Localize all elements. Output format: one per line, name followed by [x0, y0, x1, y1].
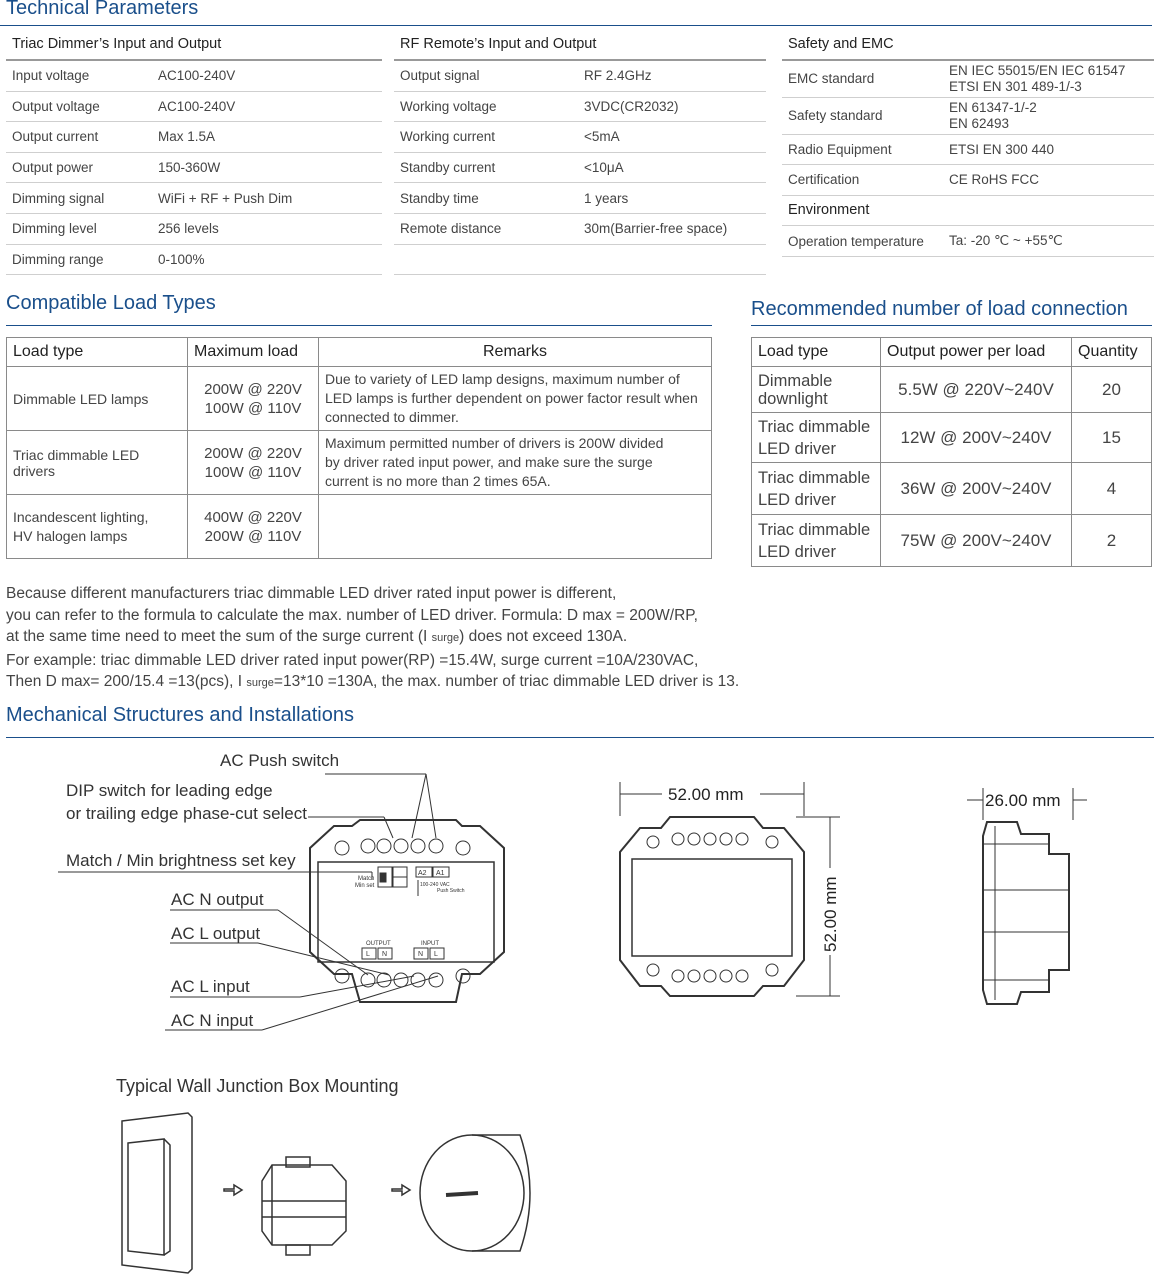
safety-title: Safety and EMC: [782, 29, 1154, 60]
label-ac-l-output: AC L output: [171, 924, 261, 943]
label-dip-switch-1: DIP switch for leading edge: [66, 781, 273, 800]
table-row: Triac dimmable LED driver 12W @ 200V~240V 15: [752, 413, 1152, 463]
svg-text:INPUT: INPUT: [421, 941, 439, 947]
table-row: Dimmable LED lamps 200W @ 220V 100W @ 110V Due to variety of LED lamp designs, maximum number of LED lamps is further dependent on power factor result when connected to dimmer.: [7, 367, 712, 431]
table-row: Dimming range 0-100%: [6, 244, 382, 275]
table-row: Remote distance 30m(Barrier-free space): [394, 213, 766, 244]
table-row: Working voltage 3VDC(CR2032): [394, 91, 766, 122]
compatible-table: Load type Maximum load Remarks Dimmable LED lamps 200W @ 220V 100W @ 110V Due to variety of LED lamp designs, maximum number of LED lamps is further dependent on power factor result when connected to dimmer. Triac dimmable LED drivers 200W @ 220V 100W @ 110V Maximum permitted number of drivers is 200W divided by driver rated input power, and make sure the surge current is no more than 2 times 65A. Incandescent lighting, HV halogen lamps 400W @ 220V 200W @ 110V: [6, 337, 712, 559]
section-rule: [751, 325, 1152, 326]
device-side-drawing: [955, 780, 1095, 1020]
table-row: Output current Max 1.5A: [6, 122, 382, 153]
table-row: Input voltage AC100-240V: [6, 60, 382, 91]
device-front-diagram: [0, 740, 560, 1040]
svg-text:Min set: Min set: [355, 883, 375, 889]
table-row: Output signal RF 2.4GHz: [394, 60, 766, 91]
wall-switch-icon: [122, 1113, 192, 1273]
arrow-right-icon: [224, 1185, 242, 1195]
label-dip-switch-2: or trailing edge phase-cut select: [66, 804, 307, 823]
label-ac-n-input: AC N input: [171, 1011, 254, 1030]
triac-title: Triac Dimmer’s Input and Output: [6, 29, 382, 60]
svg-text:OUTPUT: OUTPUT: [366, 941, 391, 947]
table-row: Triac dimmable LED driver 75W @ 200V~240V 2: [752, 515, 1152, 567]
table-row: EMC standard EN IEC 55015/EN IEC 61547 ETSI EN 301 489-1/-3: [782, 60, 1154, 97]
table-row: Operation temperature Ta: -20 ℃ ~ +55℃: [782, 226, 1154, 257]
dimension-height: 52.00 mm: [821, 876, 840, 952]
table-row: Incandescent lighting, HV halogen lamps 400W @ 220V 200W @ 110V: [7, 495, 712, 559]
table-row: Triac dimmable LED drivers 200W @ 220V 100W @ 110V Maximum permitted number of drivers is 200W divided by driver rated input power, and make sure the surge current is no more than 2 times 65A.: [7, 431, 712, 495]
table-row: [782, 195, 1154, 226]
recommended-table: Load type Output power per load Quantity Dimmable downlight 5.5W @ 220V~240V 20 Triac dimmable LED driver 12W @ 200V~240V 15 Triac dimmable LED driver 36W @ 200V~240V 4 Triac dimmable LED driver 75W @ 200V~240V 2: [751, 337, 1152, 567]
table-row: Standby current <10μA: [394, 152, 766, 183]
label-match-key: Match / Min brightness set key: [66, 851, 296, 870]
device-dimension-drawing: [600, 780, 850, 1020]
table-row: Standby time 1 years: [394, 183, 766, 214]
svg-text:N: N: [382, 951, 388, 958]
table-row: Safety standard EN 61347-1/-2 EN 62493: [782, 97, 1154, 134]
dimension-depth: 26.00 mm: [985, 791, 1061, 810]
label-ac-l-input: AC L input: [171, 977, 250, 996]
table-row: Dimming level 256 levels: [6, 213, 382, 244]
svg-text:A2: A2: [418, 870, 427, 877]
section-rule: [6, 737, 1154, 738]
svg-text:Push Switch: Push Switch: [437, 888, 465, 894]
section-title-technical: Technical Parameters: [6, 0, 199, 19]
section-title-recommended: Recommended number of load connection: [751, 298, 1128, 320]
safety-table: [782, 29, 1154, 257]
table-row: Dimmable downlight 5.5W @ 220V~240V 20: [752, 367, 1152, 413]
section-title-mechanical: Mechanical Structures and Installations: [6, 704, 354, 726]
rf-title: RF Remote’s Input and Output: [394, 29, 766, 60]
dimension-width: 52.00 mm: [668, 785, 744, 804]
table-row: Radio Equipment ETSI EN 300 440: [782, 134, 1154, 165]
section-rule: [0, 25, 1152, 26]
svg-text:A1: A1: [436, 870, 445, 877]
device-icon: [262, 1165, 346, 1245]
table-row: Output voltage AC100-240V: [6, 91, 382, 122]
rf-table: [394, 29, 766, 275]
svg-text:L: L: [366, 951, 370, 958]
environment-title: Environment: [782, 195, 1154, 226]
section-title-compatible: Compatible Load Types: [6, 292, 216, 314]
svg-text:100-240 VAC: 100-240 VAC: [420, 882, 450, 888]
label-push-switch: AC Push switch: [220, 751, 340, 770]
mounting-title: Typical Wall Junction Box Mounting: [116, 1076, 399, 1096]
svg-text:L: L: [434, 951, 438, 958]
formula-notes: Because different manufacturers triac dimmable LED driver rated input power is different, you can refer to the formula to calculate the max. number of LED driver. Formula: D max = 200W/RP, at the same time need to meet the sum of the surge current (I surge) does not exceed 130A. For example: triac dimmable LED driver rated input power(RP) =15.4W, surge current =10A/230VAC, Then D max= 200/15.4 =13(pcs), I surge=13*10 =130A, the max. number of triac dimmable LED driver is 13.: [6, 585, 740, 691]
label-ac-n-output: AC N output: [171, 890, 264, 909]
table-row: [394, 244, 766, 275]
mounting-steps-diagram: [100, 1105, 560, 1280]
table-row: Dimming signal WiFi + RF + Push Dim: [6, 183, 382, 214]
svg-text:Match: Match: [358, 876, 375, 882]
table-row: Certification CE RoHS FCC: [782, 165, 1154, 196]
table-row: Triac dimmable LED driver 36W @ 200V~240V 4: [752, 463, 1152, 515]
triac-table: [6, 29, 382, 275]
section-rule: [6, 325, 712, 326]
table-row: Working current <5mA: [394, 122, 766, 153]
svg-text:N: N: [418, 951, 424, 958]
table-row: Output power 150-360W: [6, 152, 382, 183]
arrow-right-icon: [392, 1185, 410, 1195]
